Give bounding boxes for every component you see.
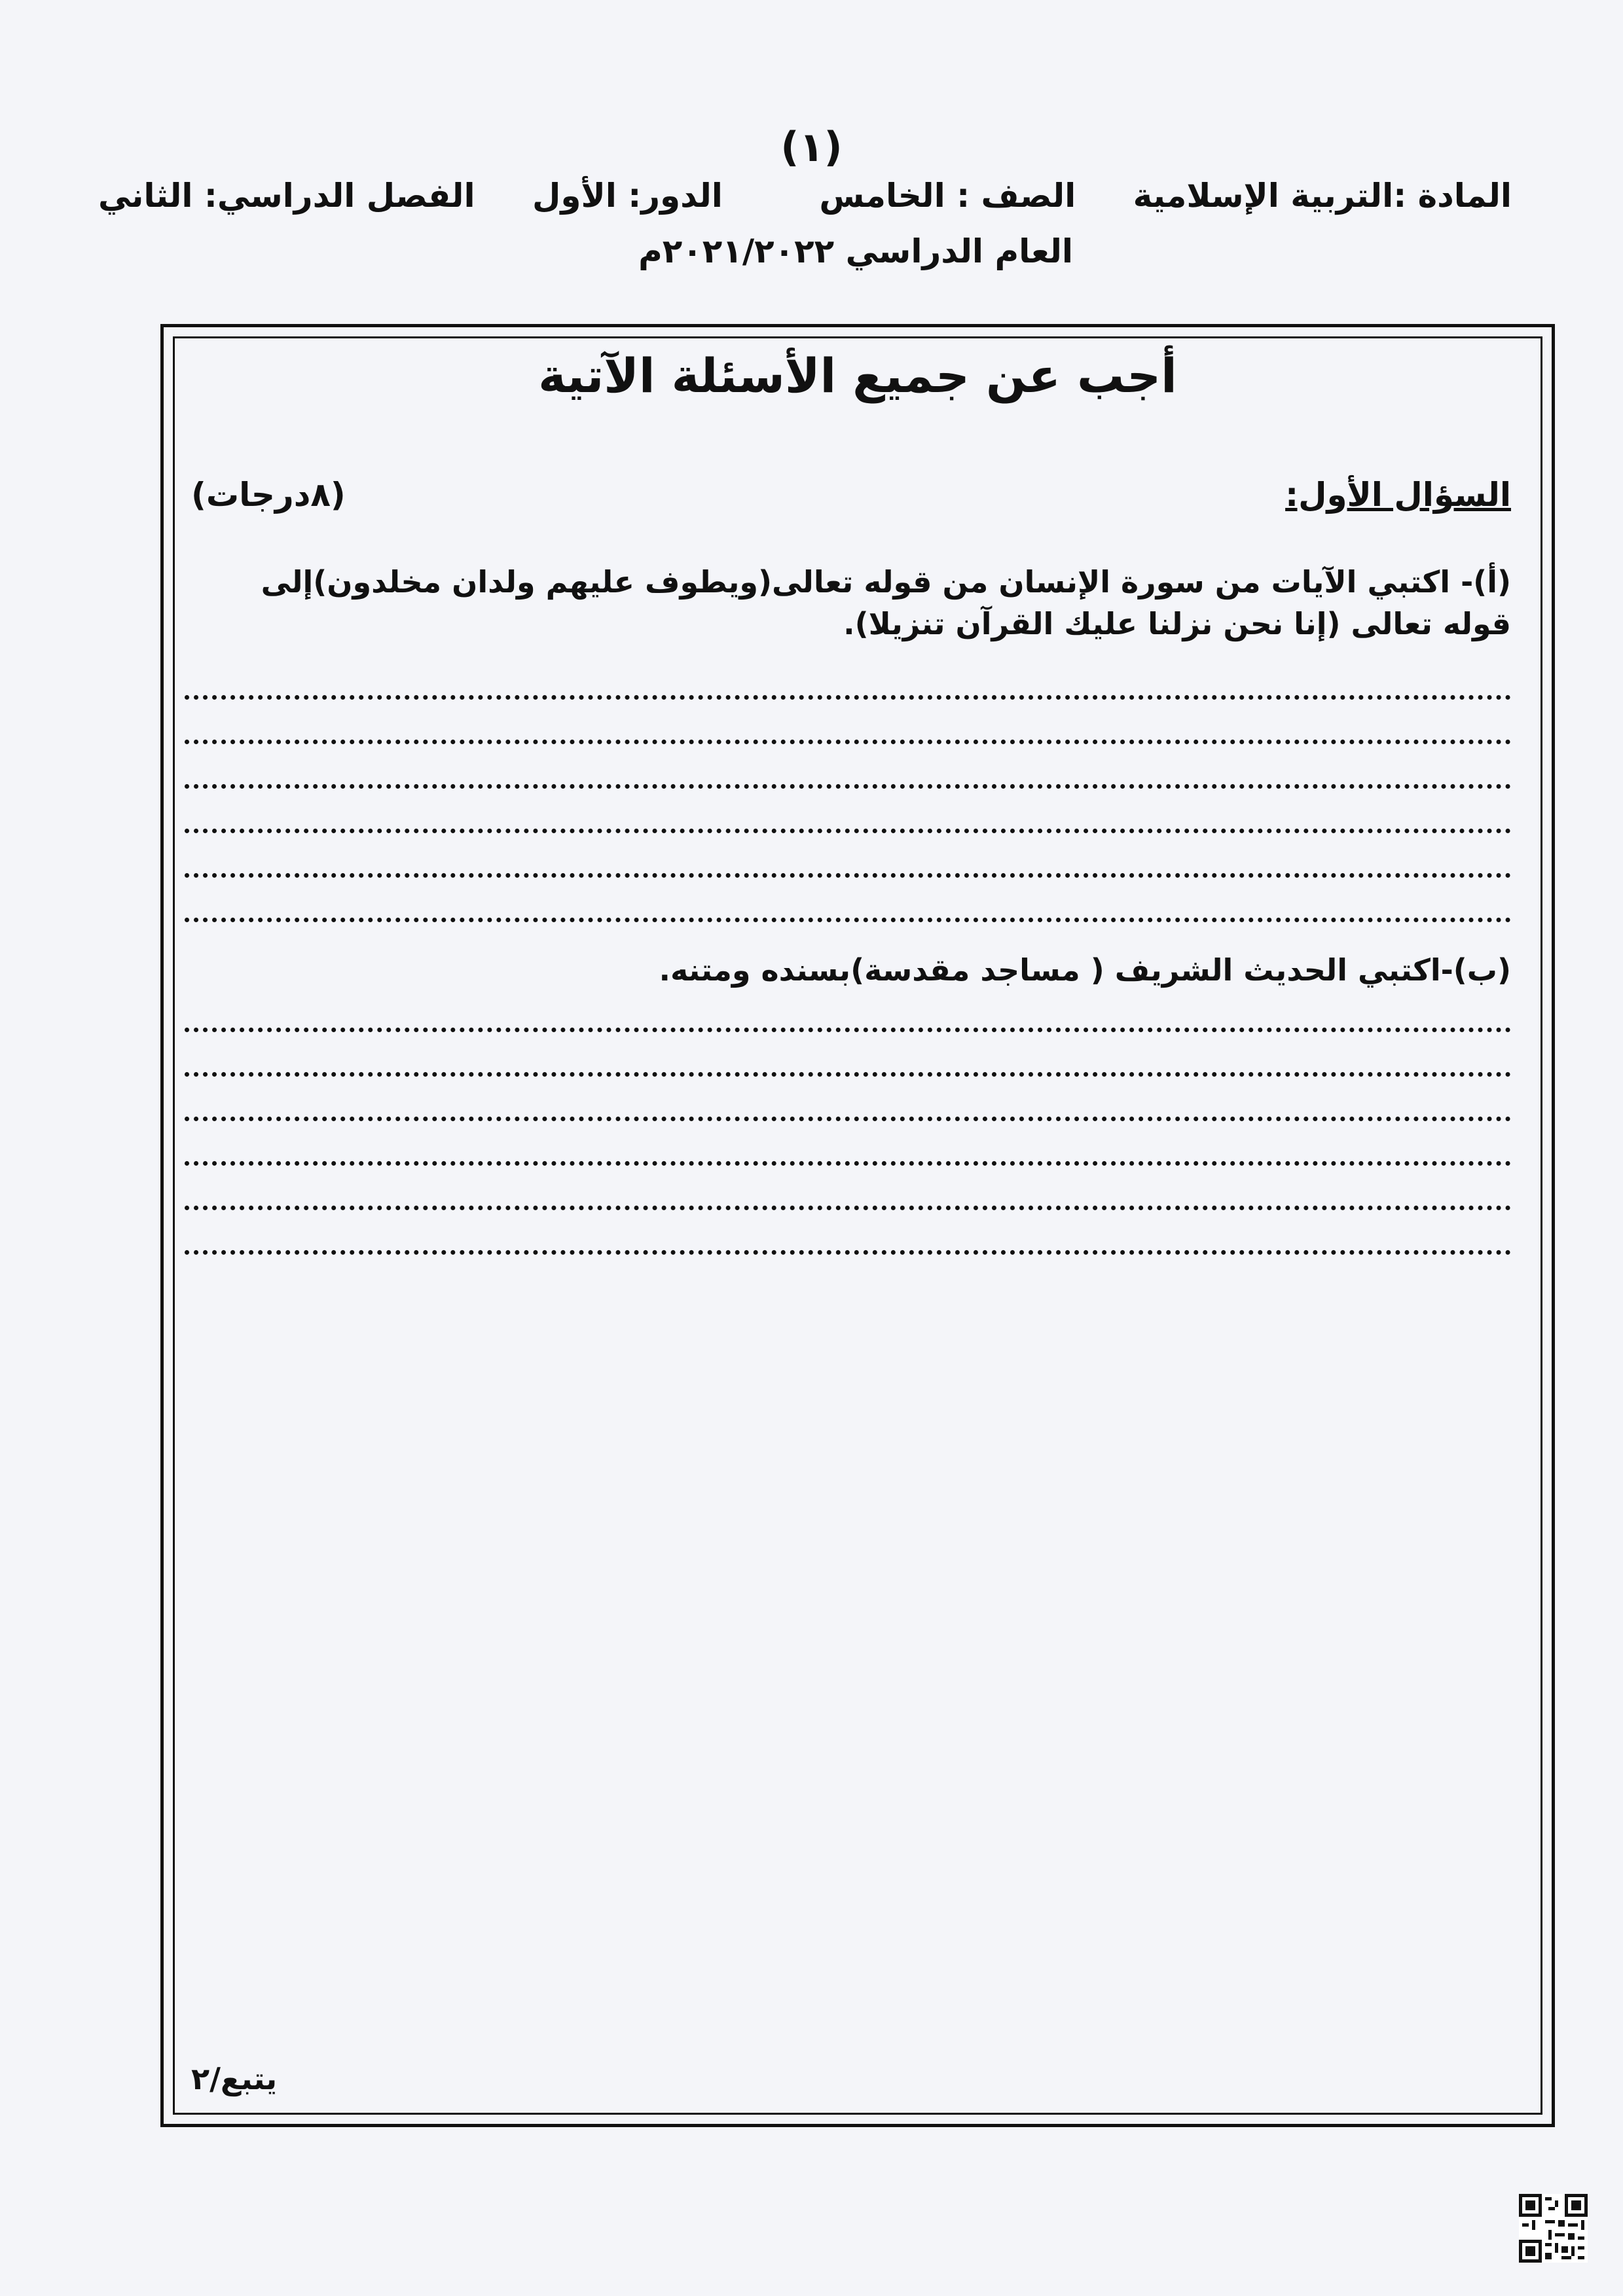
- session-label: الدور: الأول: [532, 177, 723, 215]
- answer-line[interactable]: [185, 740, 1511, 744]
- answer-line[interactable]: [185, 1117, 1511, 1121]
- question-marks: (٨درجات): [191, 476, 346, 514]
- answer-line[interactable]: [185, 1028, 1511, 1032]
- answer-line[interactable]: [185, 784, 1511, 789]
- answer-line[interactable]: [185, 1072, 1511, 1077]
- academic-year: العام الدراسي ٢٠٢١/٢٠٢٢م: [638, 232, 1073, 270]
- exam-header: [98, 177, 1512, 215]
- answer-line[interactable]: [185, 695, 1511, 700]
- answer-line[interactable]: [185, 918, 1511, 922]
- question-part-b: (ب)-اكتبي الحديث الشريف ( مساجد مقدسة)بسنده ومتنه.: [659, 952, 1511, 988]
- exam-frame: [160, 324, 1555, 2127]
- answer-line[interactable]: [185, 1250, 1511, 1255]
- answer-line[interactable]: [185, 1206, 1511, 1210]
- answer-line[interactable]: [185, 873, 1511, 878]
- exam-instruction: أجب عن جميع الأسئلة الآتية: [538, 348, 1177, 403]
- question-part-a: (أ)- اكتبي الآيات من سورة الإنسان من قوله تعالى(ويطوف عليهم ولدان مخلدون)إلى قوله تعالى (إنا نحن نزلنا عليك القرآن تنزيلا).: [261, 564, 1511, 641]
- answer-line[interactable]: [185, 1161, 1511, 1166]
- subject-label: المادة :التربية الإسلامية: [1133, 177, 1512, 215]
- grade-label: الصف : الخامس: [819, 177, 1076, 215]
- answer-line[interactable]: [185, 829, 1511, 833]
- page-number: (١): [780, 123, 843, 171]
- question-title: السؤال الأول:: [1285, 476, 1511, 514]
- exam-frame-inner: [173, 336, 1542, 2115]
- qr-code-icon: [1519, 2194, 1588, 2263]
- continue-note: يتبع/٢: [191, 2061, 278, 2096]
- semester-label: الفصل الدراسي: الثاني: [98, 177, 475, 215]
